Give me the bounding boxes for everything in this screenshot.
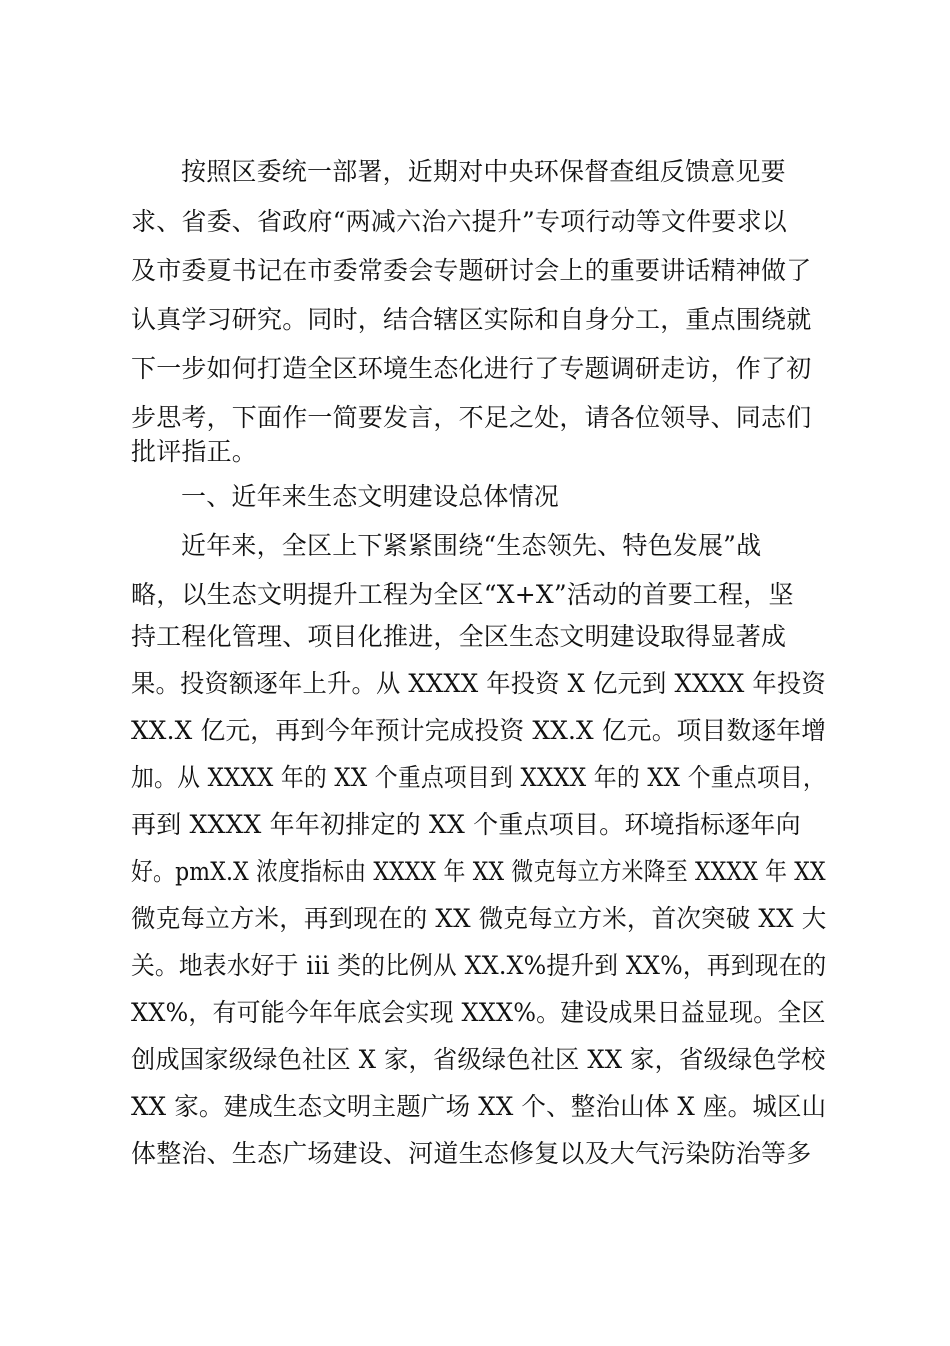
text-line: 略，以生态文明提升工程为全区“X+X”活动的首要工程，坚	[131, 580, 794, 609]
text-line: 下一步如何打造全区环境生态化进行了专题调研走访，作了初	[131, 354, 812, 383]
text-line: 创成国家级绿色社区 X 家，省级绿色社区 XX 家，省级绿色学校	[131, 1045, 826, 1074]
text-line: 近年来，全区上下紧紧围绕“生态领先、特色发展”战	[181, 531, 762, 560]
section-heading: 一、近年来生态文明建设总体情况	[181, 482, 560, 511]
text-line: 批评指正。	[131, 437, 258, 466]
text-line: 认真学习研究。同时，结合辖区实际和自身分工，重点围绕就	[131, 305, 812, 334]
text-line: 持工程化管理、项目化推进，全区生态文明建设取得显著成	[131, 622, 787, 651]
text-line: 及市委夏书记在市委常委会专题研讨会上的重要讲话精神做了	[131, 256, 812, 285]
text-line: XX%，有可能今年年底会实现 XXX%。建设成果日益显现。全区	[131, 998, 826, 1027]
text-line: 求、省委、省政府“两减六治六提升”专项行动等文件要求以	[131, 207, 787, 236]
text-line: 关。地表水好于 iii 类的比例从 XX.X%提升到 XX%，再到现在的	[131, 951, 827, 980]
text-line: 果。投资额逐年上升。从 XXXX 年投资 X 亿元到 XXXX 年投资	[131, 669, 826, 698]
text-line: 步思考，下面作一简要发言，不足之处，请各位领导、同志们	[131, 403, 812, 432]
text-line: 再到 XXXX 年年初排定的 XX 个重点项目。环境指标逐年向	[131, 810, 801, 839]
text-line: 微克每立方米，再到现在的 XX 微克每立方米，首次突破 XX 大	[131, 904, 827, 933]
text-line: 加。从 XXXX 年的 XX 个重点项目到 XXXX 年的 XX 个重点项目，	[131, 763, 826, 792]
text-line: XX 家。建成生态文明主题广场 XX 个、整治山体 X 座。城区山	[131, 1092, 827, 1121]
text-line: 体整治、生态广场建设、河道生态修复以及大气污染防治等多	[131, 1139, 812, 1168]
text-line: 按照区委统一部署，近期对中央环保督查组反馈意见要	[181, 157, 786, 186]
text-line: XX.X 亿元，再到今年预计完成投资 XX.X 亿元。项目数逐年增	[131, 716, 827, 745]
text-line: 好。pmX.X 浓度指标由 XXXX 年 XX 微克每立方米降至 XXXX 年 XX	[131, 857, 826, 886]
